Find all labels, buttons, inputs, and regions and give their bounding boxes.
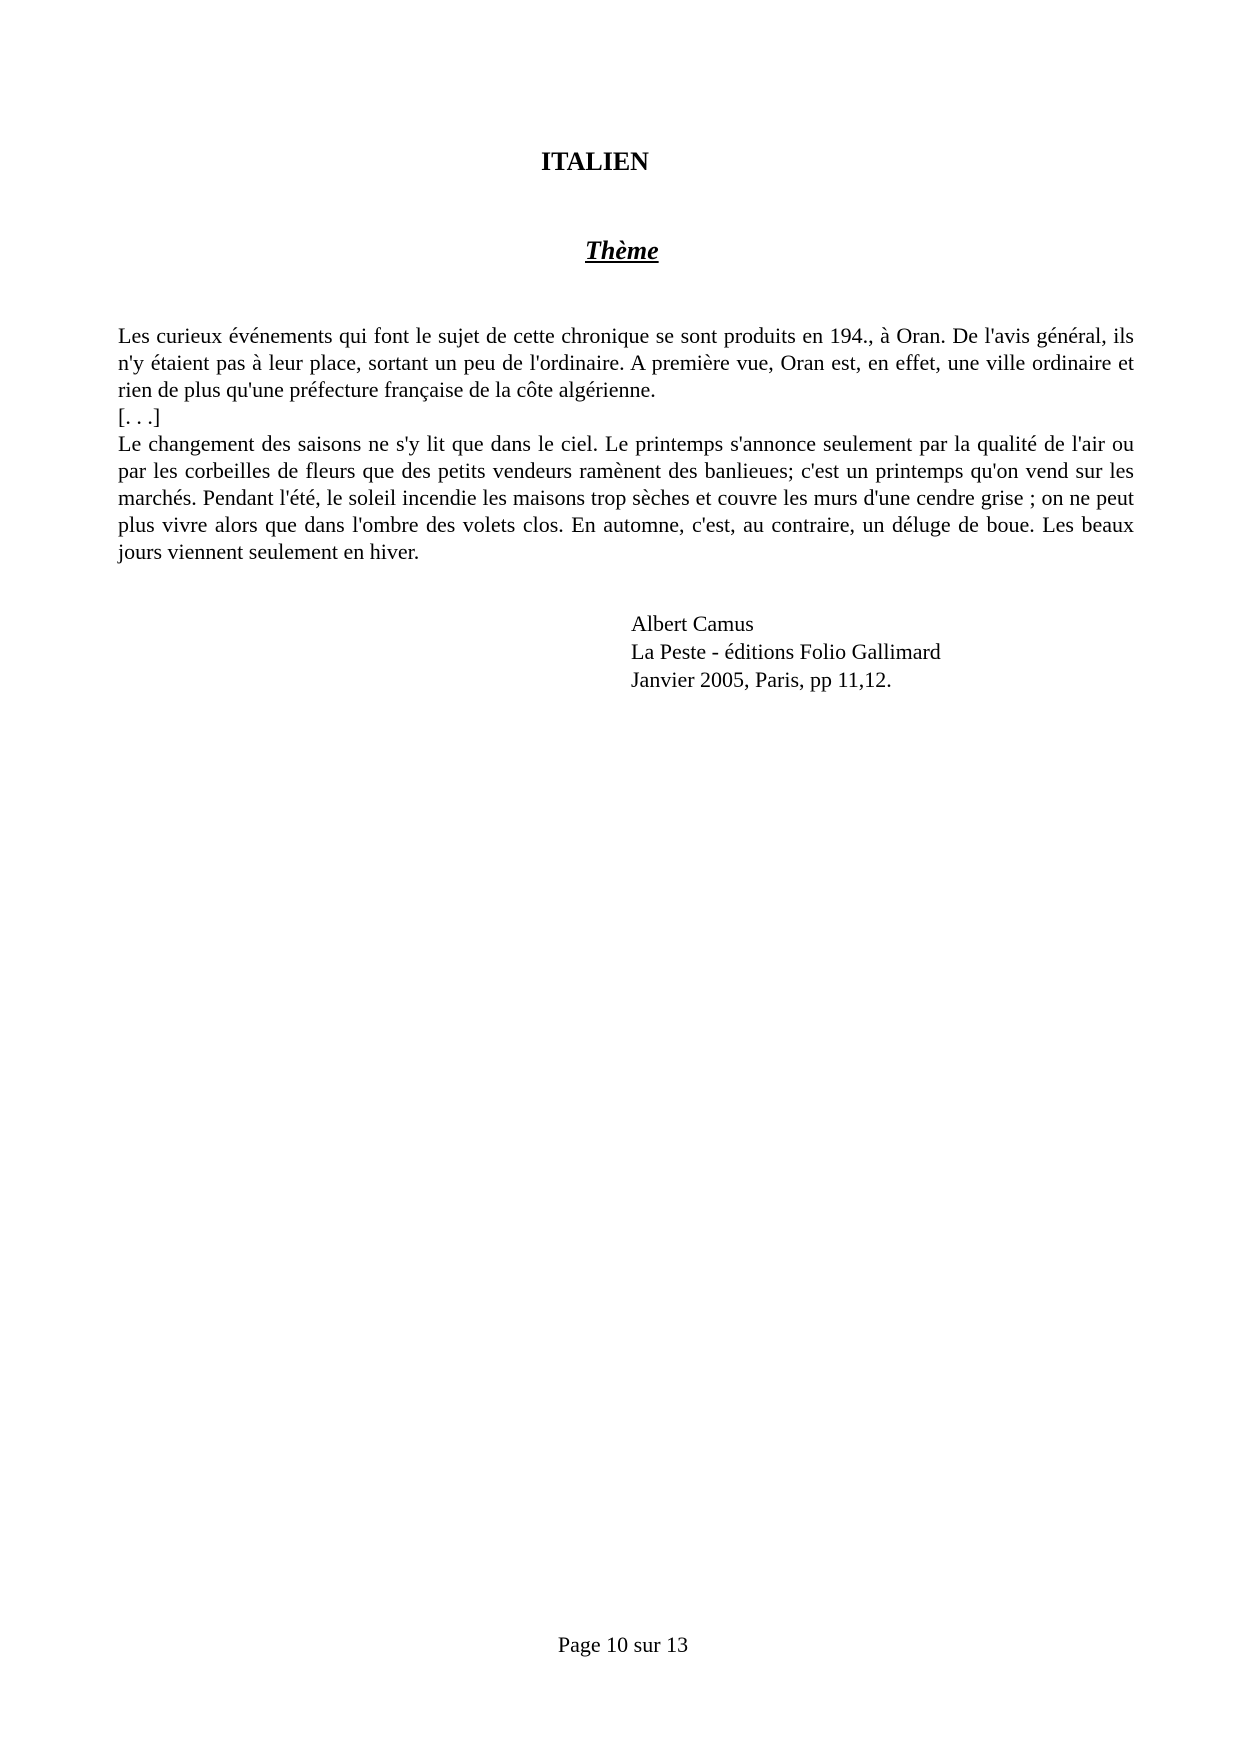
paragraph-seasons: Le changement des saisons ne s'y lit que dans le ciel. Le printemps s'annonce seulement par la qualité de l'air ou par les corbeilles de fleurs que des petits vendeurs ramènent des banlieues; c'est un printemps qu'on vend sur les marchés. Pendant l'été, le soleil incendie les maisons trop sèches et couvre les murs d'une cendre grise ; on ne peut plus vivre alors que dans l'ombre des volets clos. En automne, c'est, au contraire, un déluge de boue. Les beaux jours viennent seulement en hiver.: [118, 431, 1134, 564]
paragraph-intro: Les curieux événements qui font le sujet de cette chronique se sont produits en 194., à Oran. De l'avis général, ils n'y étaient pas à leur place, sortant un peu de l'ordinaire. A première vue, Oran est, en effet, une ville ordinaire et rien de plus qu'une préfecture française de la côte algérienne.: [118, 323, 1134, 402]
citation-date-place: Janvier 2005, Paris, pp 11,12.: [631, 667, 892, 692]
citation-block: [631, 610, 941, 694]
section-subtitle: Thème: [585, 236, 659, 265]
citation-work: La Peste - éditions Folio Gallimard: [631, 639, 941, 664]
page-title: ITALIEN: [541, 147, 649, 176]
body-text: [118, 322, 1134, 565]
page-number-footer: Page 10 sur 13: [557, 1632, 689, 1657]
citation-author: Albert Camus: [631, 611, 754, 636]
ellipsis-marker: [. . .]: [118, 404, 161, 429]
